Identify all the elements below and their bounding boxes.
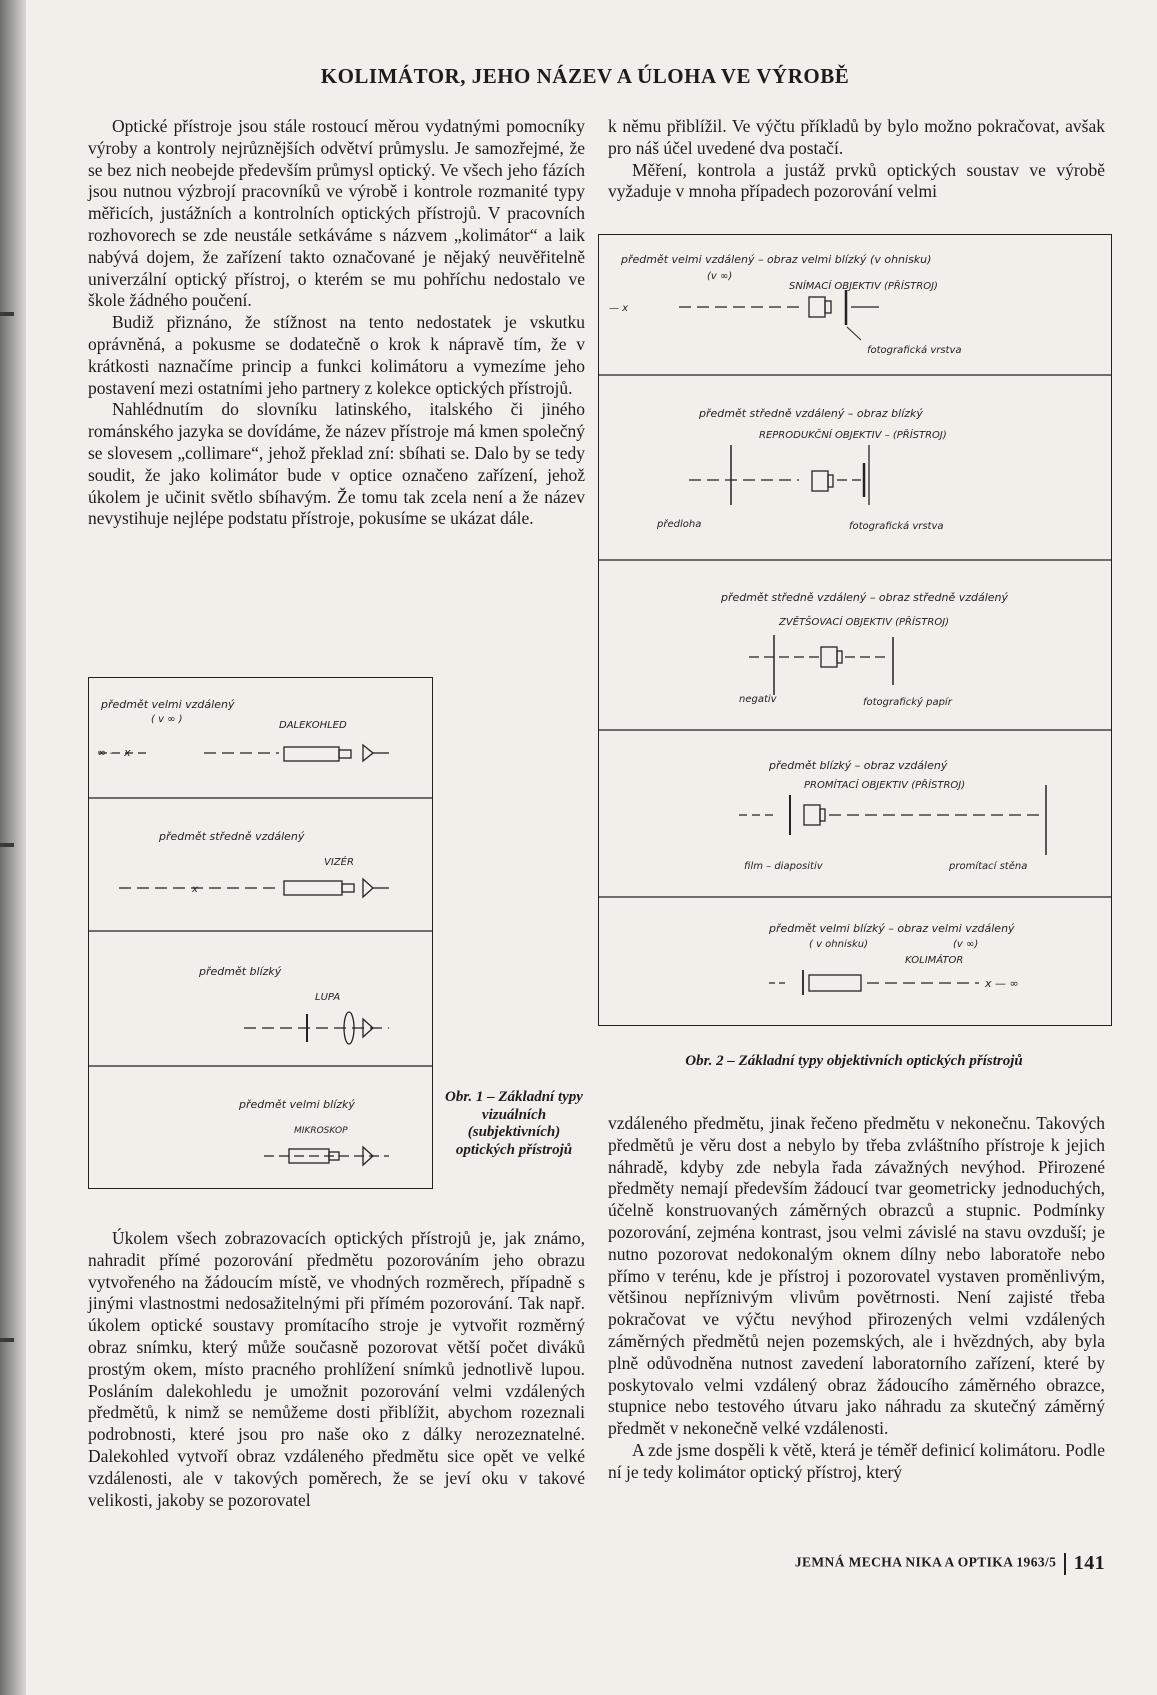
footer-divider: [1064, 1553, 1066, 1575]
infinity-mark: x — ∞: [985, 977, 1019, 990]
instrument-label: VIZÉR: [324, 857, 354, 868]
panel-description: předmět středně vzdálený – obraz středně vzdálený: [721, 591, 1009, 604]
paragraph: Budiž přiznáno, že stížnost na tento nedostatek je vskutku oprávněná, a pokusme se dodatečně o krok k nápravě tím, že v krátkosti naznačíme princip a funkci kolimátoru a vymezíme jeho postavení mezi ostatními jeho partnery z kolekce optických přístrojů.: [88, 312, 585, 398]
paragraph: Optické přístroje jsou stále rostoucí měrou vydatnými pomocníky výroby a kontroly nejrůznějších odvětví průmyslu. Je samozřejmé, že se bez nich neobejde především průmysl optický. Ve všech jeho fázích jsou nutnou výzbrojí pracovníků ve výrobě i kontrole rozmanité typy měřicích, justážních a kontrolních optických přístrojů. V pracovních rozhovorech se zde neustále setkáváme s názvem „kolimátor“ a laik nabývá dojem, že zařízení takto označované je nějaký neuvěřitelně univerzální optický přístroj, o kterém se mu pohříchu nedostalo ve škole žádného poučení.: [88, 116, 585, 311]
figure-1-visual-instruments: [88, 677, 433, 1189]
column-left-top: [88, 116, 585, 530]
column-right-bottom: [608, 1113, 1105, 1484]
camera-objective-drawing: [679, 290, 879, 340]
instrument-label: LUPA: [315, 992, 341, 1003]
panel-object-label: předmět blízký: [199, 965, 282, 978]
page-binding-edge: [0, 0, 26, 1695]
panel-sublabel: (v ∞): [707, 271, 733, 282]
instrument-label: MIKROSKOP: [294, 1126, 348, 1136]
page-number: 141: [1073, 1552, 1105, 1574]
target-mark: x: [192, 884, 198, 895]
infinity-label: ∞ — x: [97, 746, 131, 759]
column-right-top: [608, 116, 1105, 203]
projection-screen-label: promítací stěna: [949, 861, 1028, 872]
paragraph: Úkolem všech zobrazovacích optických přístrojů je, jak známo, nahradit přímé pozorování předmětu pozorováním jeho obrazu vytvořeného na žádoucím místě, ve vhodných rozměrech, případně s jinými vlastnostmi nedosažitelnými při přímém pozorování. Tak např. úkolem optické soustavy promítacího stroje je vytvořit rozměrný obraz snímku, který může současně pozorovat větší počet diváků prostým okem, místo pracného prohlížení snímků jednotlivě lupou. Posláním dalekohledu je umožnit pozorování velmi vzdálených předmětů, k nimž se nemůžeme dosti přiblížit, abychom rozeznali podrobnosti, které jsou pro naše oko z dálky nerozeznatelné. Dalekohled vytvoří obraz vzdáleného předmětu sice opět ve velké vzdálenosti, ale v takových poměrech, že se jeví oku v takové velikosti, jakoby se pozorovatel: [88, 1228, 585, 1510]
negative-label: negativ: [739, 694, 777, 705]
slide-film-label: film – diapositiv: [744, 861, 823, 872]
panel-object-label: předmět středně vzdálený: [159, 830, 305, 843]
paragraph: k němu přiblížil. Ve výčtu příkladů by bylo možno pokračovat, avšak pro náš účel uvedené dva postačí.: [608, 116, 1105, 158]
panel-sublabel: ( v ohnisku): [809, 939, 868, 950]
paragraph: vzdáleného předmětu, jinak řečeno předmětu v nekonečnu. Takových předmětů je věru dost a nebylo by třeba zvláštního přístroje k jejich náhradě, kdyby zde nebyla řada závažných nevýhod. Přirozené předměty nemají především žádoucí tvar geometricky jednoduchých, účelně konstruovaných záměrných obrazců a stupnic. Podmínky pozorování, zejména kontrast, jsou velmi závislé na stavu ovzduší; je nutno pozorovat nedokonalým oknem dílny nebo laboratoře nebo přímo v terénu, kde je přístroj i pozorovatel vystaven proměnlivým, většinou nepříznivým vlivům povětrnosti. Není zajisté třeba pokračovat ve výčtu nevýhod přirozených velmi vzdálených záměrných předmětů nejen pozemských, ale i hvězdných, aby byla plně odůvodněna nutnost zavedení laboratorního zařízení, které by poskytovalo velmi vzdálený obraz žádoucího záměrného obrazce, stupnice nebo testového útvaru jako náhradu za skutečný záměrný předmět v nekonečně velké vzdálenosti.: [608, 1113, 1105, 1439]
paragraph: Nahlédnutím do slovníku latinského, italského či jiného románského jazyka se dovídáme, že název přístroje má kmen společný se slovesem „collimare“, jehož překlad zní: sbíhati se. Dalo by se tedy soudit, že jako kolimátor bude v optice označeno zařízení, jehož úkolem je učinit světlo sbíhavým. Že tomu tak zcela není a že název nevystihuje nejlépe podstatu přístroje, pokusíme se ukázat dále.: [88, 399, 585, 529]
figure-2-drawing: [599, 235, 1111, 1025]
instrument-label: KOLIMÁTOR: [905, 955, 964, 966]
panel-sublabel: (v ∞): [953, 939, 979, 950]
panel-object-sublabel: ( v ∞ ): [151, 714, 183, 725]
film-layer-label: fotografická vrstva: [849, 521, 944, 532]
magnifier-drawing: [244, 1012, 389, 1044]
collimator-drawing: [769, 970, 979, 995]
panel-description: předmět velmi blízký – obraz velmi vzdálený: [769, 922, 1015, 935]
telescope-drawing: [99, 745, 389, 761]
column-left-bottom: [88, 1228, 585, 1511]
panel-description: předmět velmi vzdálený – obraz velmi blízký (v ohnisku): [621, 253, 932, 266]
viewer-drawing: [119, 879, 389, 897]
panel-description: předmět středně vzdálený – obraz blízký: [699, 407, 923, 420]
figure-1-caption: Obr. 1 – Základní typy vizuálních (subjektivních) optických přístrojů: [445, 1089, 583, 1158]
enlarger-objective-drawing: [749, 635, 893, 695]
binding-mark: [0, 1338, 14, 1342]
paragraph: Měření, kontrola a justáž prvků optických soustav ve výrobě vyžaduje v mnoha případech pozorování velmi: [608, 159, 1105, 202]
binding-mark: [0, 843, 14, 847]
instrument-label: REPRODUKČNÍ OBJEKTIV – (PŘÍSTROJ): [759, 430, 947, 441]
photo-paper-label: fotografický papír: [863, 697, 952, 708]
page-footer: [795, 1552, 1105, 1575]
figure-2-caption: Obr. 2 – Základní typy objektivních optických přístrojů: [685, 1053, 1023, 1069]
paragraph: A zde jsme dospěli k větě, která je téměř definicí kolimátoru. Podle ní je tedy kolimátor optický přístroj, který: [608, 1439, 1105, 1482]
journal-name: JEMNÁ MECHA NIKA A OPTIKA 1963/5: [794, 1554, 1057, 1570]
instrument-label: DALEKOHLED: [279, 720, 347, 731]
panel-object-label: předmět velmi vzdálený: [101, 698, 235, 711]
instrument-label: PROMÍTACÍ OBJEKTIV (PŘÍSTROJ): [804, 780, 966, 791]
binding-mark: [0, 312, 14, 316]
film-layer-label: fotografická vrstva: [867, 345, 962, 356]
projector-objective-drawing: [739, 785, 1046, 855]
article-title: KOLIMÁTOR, JEHO NÁZEV A ÚLOHA VE VÝROBĚ: [320, 64, 850, 88]
figure-1-drawing: [89, 678, 432, 1188]
panel-description: předmět blízký – obraz vzdálený: [769, 759, 948, 772]
object-mark: — x: [609, 303, 629, 314]
figure-2-objective-instruments: [598, 234, 1112, 1026]
instrument-label: SNÍMACÍ OBJEKTIV (PŘÍSTROJ): [789, 281, 938, 292]
instrument-label: ZVĚTŠOVACÍ OBJEKTIV (PŘÍSTROJ): [779, 617, 950, 628]
panel-object-label: předmět velmi blízký: [239, 1098, 355, 1111]
microscope-drawing: [264, 1147, 389, 1165]
reproduction-objective-drawing: [689, 445, 869, 505]
original-label: předloha: [657, 519, 702, 530]
